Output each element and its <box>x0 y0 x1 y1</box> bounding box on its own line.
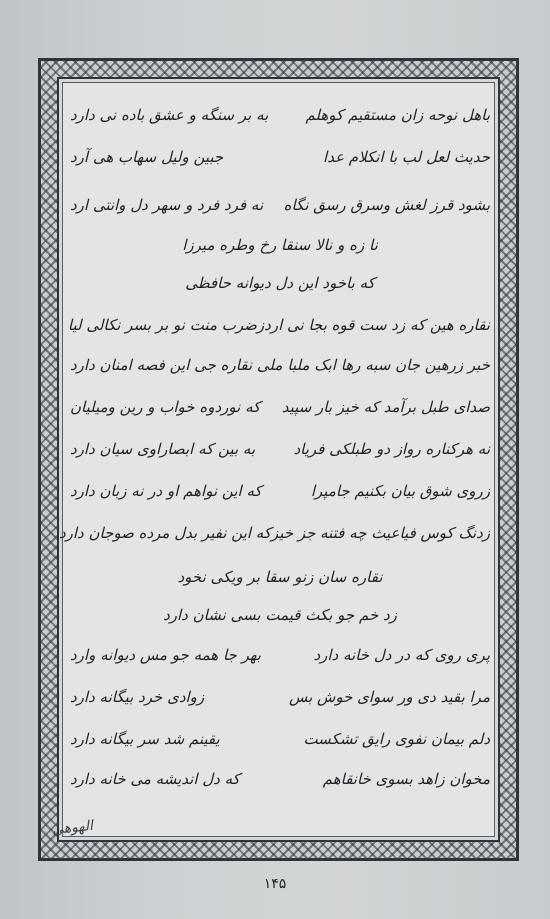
hemistich-left: به بر سنگه و عشق باده نی دارد <box>70 106 269 124</box>
hemistich-left: نه فرد فرد و سهر دل وانتی ارد <box>70 196 264 214</box>
verse-line <box>70 640 490 670</box>
hemistich-left: یقینم شد سر بیگانه دارد <box>70 730 220 748</box>
hemistich-left: که این نواهم او در نه زبان دارد <box>70 482 262 500</box>
hemistich-right: باهل نوحه زان مستقیم کوهلم <box>305 106 490 124</box>
poem-text <box>58 100 490 800</box>
hemistich-right: مخوان زاهد بسوی خانقاهم <box>322 770 490 788</box>
handwritten-signature: الهوهی <box>51 817 94 839</box>
hemistich-left: به بین که ابصاراوی سیان دارد <box>70 440 256 458</box>
hemistich-left: جبین ولیل سهاب هی آرد <box>70 148 224 166</box>
hemistich-right: صدای طبل برآمد که خیز بار سپید <box>281 398 490 416</box>
verse-line <box>67 310 490 340</box>
hemistich-right: خبر زرهین جان سبه رها ابک ملبا <box>287 356 490 374</box>
verse-line <box>70 100 490 130</box>
verse-line <box>70 764 490 794</box>
page-number: ۱۴۵ <box>263 876 287 892</box>
verse-line <box>70 682 490 712</box>
hemistich-right: نقاره هین که زد ست قوه بجا نی ارد <box>264 316 490 334</box>
verse-line <box>70 190 490 220</box>
centered-line: زد خم جو بکث قیمت بسی نشان دارد <box>163 606 397 624</box>
hemistich-right: حدیث لعل لب با انکلام عدا <box>323 148 490 166</box>
hemistich-right: پری روی که در دل خانه دارد <box>313 646 490 664</box>
verse-line <box>70 392 490 422</box>
hemistich-right: مرا بقید دی ور سوای خوش بس <box>288 688 490 706</box>
hemistich-right: نه هرکناره رواز دو طبلکی فریاد <box>293 440 490 458</box>
verse-line <box>70 476 490 506</box>
hemistich-left: ملی نقاره جی این فصه امنان دارد <box>70 356 283 374</box>
verse-line <box>58 518 490 548</box>
hemistich-right: زروی شوق بیان بکنیم جامپرا <box>310 482 490 500</box>
centered-line: که باخود این دل دیوانه حافظی <box>185 274 375 292</box>
centered-line: نا زه و نالا سنقا رخ وطره میرزا <box>182 236 378 254</box>
verse-line <box>70 350 490 380</box>
hemistich-right: بشود قرز لغش وسرق رسق نگاه <box>283 196 490 214</box>
hemistich-right: زدنگ کوس فیاعیث چه فتنه جز خیز <box>270 524 490 542</box>
verse-line <box>70 142 490 172</box>
verse-line <box>70 724 490 754</box>
centered-line: نقاره سان زنو سقا بر ویکی نخود <box>177 568 383 586</box>
verse-line <box>70 434 490 464</box>
hemistich-right: دلم بیمان نفوی رایق تشکست <box>303 730 490 748</box>
hemistich-left: که نوردوه خواب و رین ومیلیان <box>70 398 261 416</box>
hemistich-left: بهر جا همه جو مس دیوانه وارد <box>70 646 261 664</box>
hemistich-left: که دل اندیشه می خانه دارد <box>70 770 240 788</box>
hemistich-left: زضرب منت نو بر بسر نکالی لیا <box>67 316 265 334</box>
hemistich-left: که این نفیر بدل مرده صوجان دارد <box>58 524 271 542</box>
hemistich-left: زوادی خرد بیگانه دارد <box>70 688 205 706</box>
